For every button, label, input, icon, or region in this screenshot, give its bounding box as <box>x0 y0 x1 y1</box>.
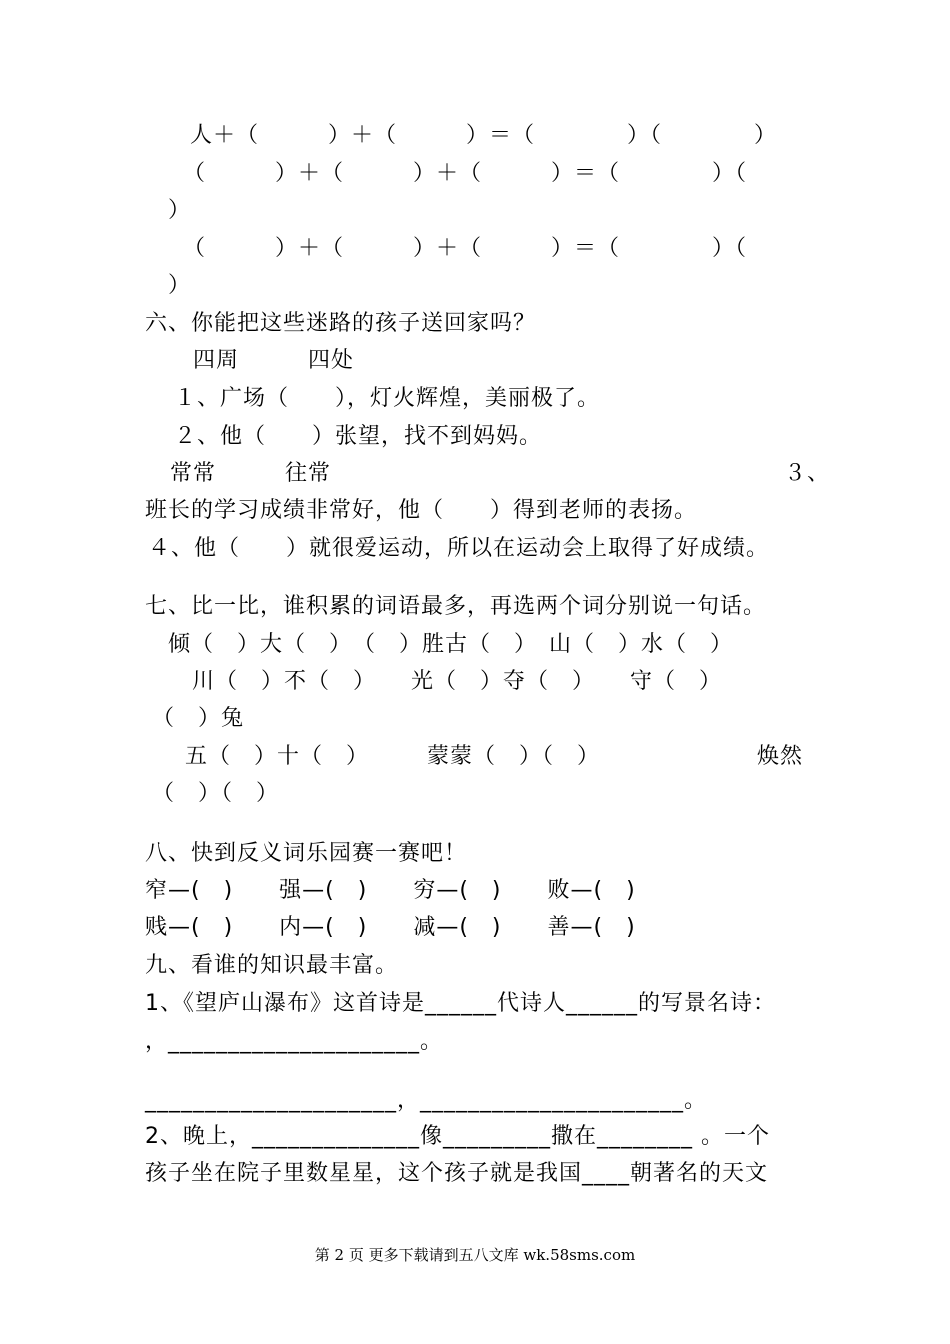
sec7-row2: 川（ ）不（ ） 光（ ）夺（ ） 守（ ） <box>192 669 723 694</box>
sec5-line3-end: ） <box>168 273 192 298</box>
sec7-row3-end: （ ）（ ） <box>152 781 280 806</box>
sec7-title: 七、比一比，谁积累的词语最多，再选两个词分别说一句话。 <box>145 594 767 619</box>
sec6-q3: 班长的学习成绩非常好，他（ ）得到老师的表扬。 <box>145 498 698 523</box>
sec7-row3: 五（ ）十（ ） 蒙蒙（ ）（ ） <box>185 744 601 769</box>
sec8-row1: 窄—( ) 强—( ) 穷—( ) 败—( ) <box>145 878 636 903</box>
sec6-words1: 四周 四处 <box>193 348 355 373</box>
sec9-title: 九、看谁的知识最丰富。 <box>145 953 399 978</box>
sec8-title: 八、快到反义词乐园赛一赛吧！ <box>145 841 468 866</box>
sec8-row2: 贱—( ) 内—( ) 减—( ) 善—( ) <box>145 915 636 940</box>
sec9-q2: 2、晚上，______________像_________撒在________ 。一个 <box>145 1124 770 1149</box>
sec6-q1: １、广场（ ），灯火辉煌，美丽极了。 <box>174 386 601 411</box>
sec9-q2-line2: 孩子坐在院子里数星星，这个孩子就是我国____朝著名的天文 <box>145 1161 769 1186</box>
page-footer: 第 2 页 更多下载请到五八文库 wk.58sms.com <box>314 1246 636 1264</box>
sec9-q1-line3: _____________________，______________________。 <box>145 1088 708 1113</box>
sec9-q1-line2: ，_____________________。 <box>145 1029 444 1054</box>
sec6-q3-number: ３、 <box>784 461 831 486</box>
sec6-title: 六、你能把这些迷路的孩子送回家吗？ <box>145 311 537 336</box>
sec5-line3: （ ）＋（ ）＋（ ）＝（ ）（ <box>183 236 748 261</box>
sec6-q4: ４、他（ ）就很爱运动，所以在运动会上取得了好成绩。 <box>148 536 770 561</box>
sec9-q1: 1、《望庐山瀑布》这首诗是______代诗人______的写景名诗： <box>145 991 776 1016</box>
sec5-line1: 人＋（ ）＋（ ）＝（ ）（ ） <box>190 123 778 148</box>
sec5-line2: （ ）＋（ ）＋（ ）＝（ ）（ <box>183 161 748 186</box>
sec6-q2: ２、他（ ）张望，找不到妈妈。 <box>174 424 543 449</box>
sec7-row1: 倾（ ）大（ ） （ ）胜古（ ） 山（ ）水（ ） <box>168 632 734 657</box>
sec7-row2-end: （ ）兔 <box>152 706 245 731</box>
sec6-words2: 常常 往常 <box>170 461 332 486</box>
sec7-row3-right: 焕然 <box>757 744 804 769</box>
sec5-line2-end: ） <box>168 198 192 223</box>
